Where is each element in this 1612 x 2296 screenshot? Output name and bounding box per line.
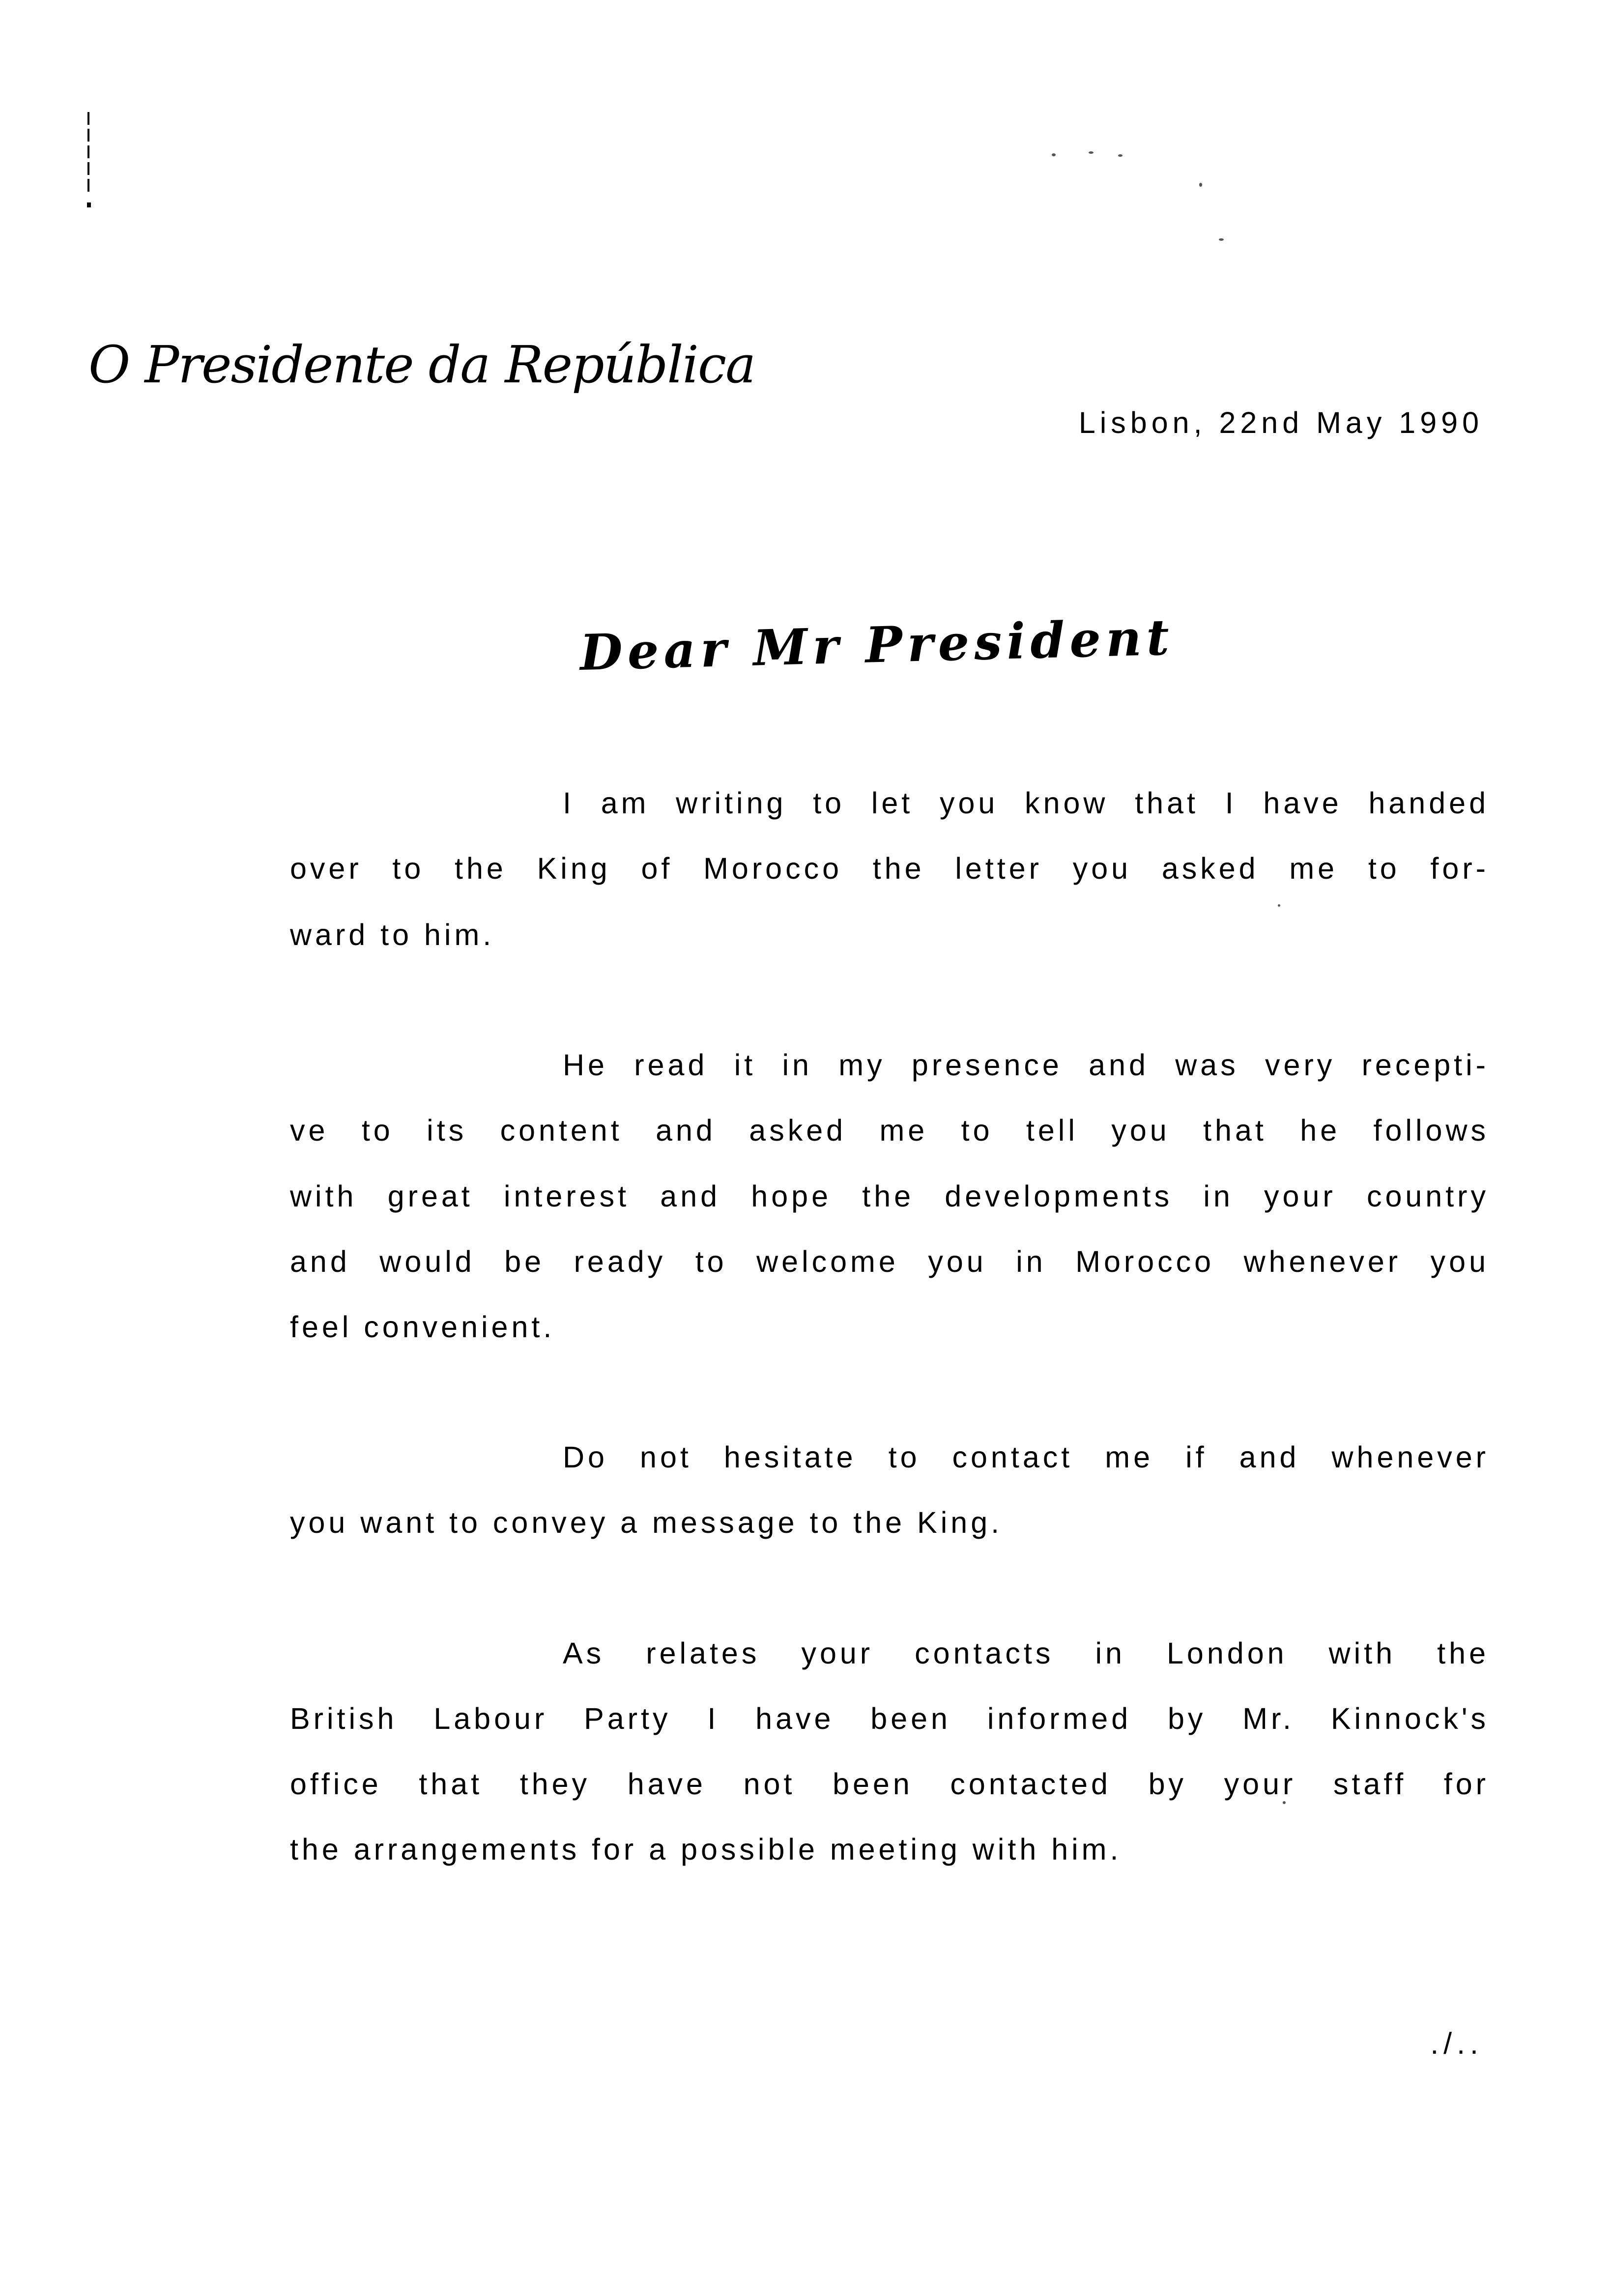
paragraph-3-line-1: Do not hesitate to contact me if and whenever: [563, 1440, 1489, 1474]
paragraph-4-line-2: British Labour Party I have been informed by Mr. Kinnock's: [290, 1702, 1489, 1735]
speck: [1089, 151, 1094, 154]
speck: [1278, 904, 1280, 907]
paragraph-4-line-4: the arrangements for a possible meeting with him.: [290, 1833, 1122, 1866]
speck: [1052, 153, 1056, 156]
margin-dot: [87, 202, 91, 207]
paragraph-4-line-3: office that they have not been contacted by your staff for: [290, 1767, 1489, 1801]
speck: [1219, 238, 1224, 241]
letterhead: O Presidente da República: [88, 335, 755, 395]
paragraph-2-line-4: and would be ready to welcome you in Morocco whenever you: [290, 1245, 1489, 1278]
speck: [1283, 1801, 1286, 1804]
speck: [1118, 154, 1123, 157]
paragraph-1-line-1: I am writing to let you know that I have handed: [563, 786, 1489, 820]
paragraph-2-line-3: with great interest and hope the developments in your country: [290, 1179, 1489, 1213]
paragraph-3-line-2: you want to convey a message to the King.: [290, 1506, 1003, 1539]
page-continuation-mark: ./..: [1430, 2027, 1483, 2060]
paragraph-1-line-3: ward to him.: [290, 918, 495, 951]
paragraph-4-line-1: As relates your contacts in London with the: [563, 1636, 1489, 1670]
paragraph-2-line-2: ve to its content and asked me to tell you that he follows: [290, 1114, 1489, 1147]
letter-date: Lisbon, 22nd May 1990: [1078, 406, 1483, 439]
paragraph-2-line-5: feel convenient.: [290, 1310, 555, 1344]
speck: [1199, 183, 1202, 187]
salutation: Dear Mr President: [579, 608, 1175, 682]
margin-mark: [87, 112, 89, 196]
paragraph-1-line-2: over to the King of Morocco the letter you asked me to for-: [290, 852, 1489, 885]
paragraph-2-line-1: He read it in my presence and was very recepti-: [563, 1048, 1489, 1082]
